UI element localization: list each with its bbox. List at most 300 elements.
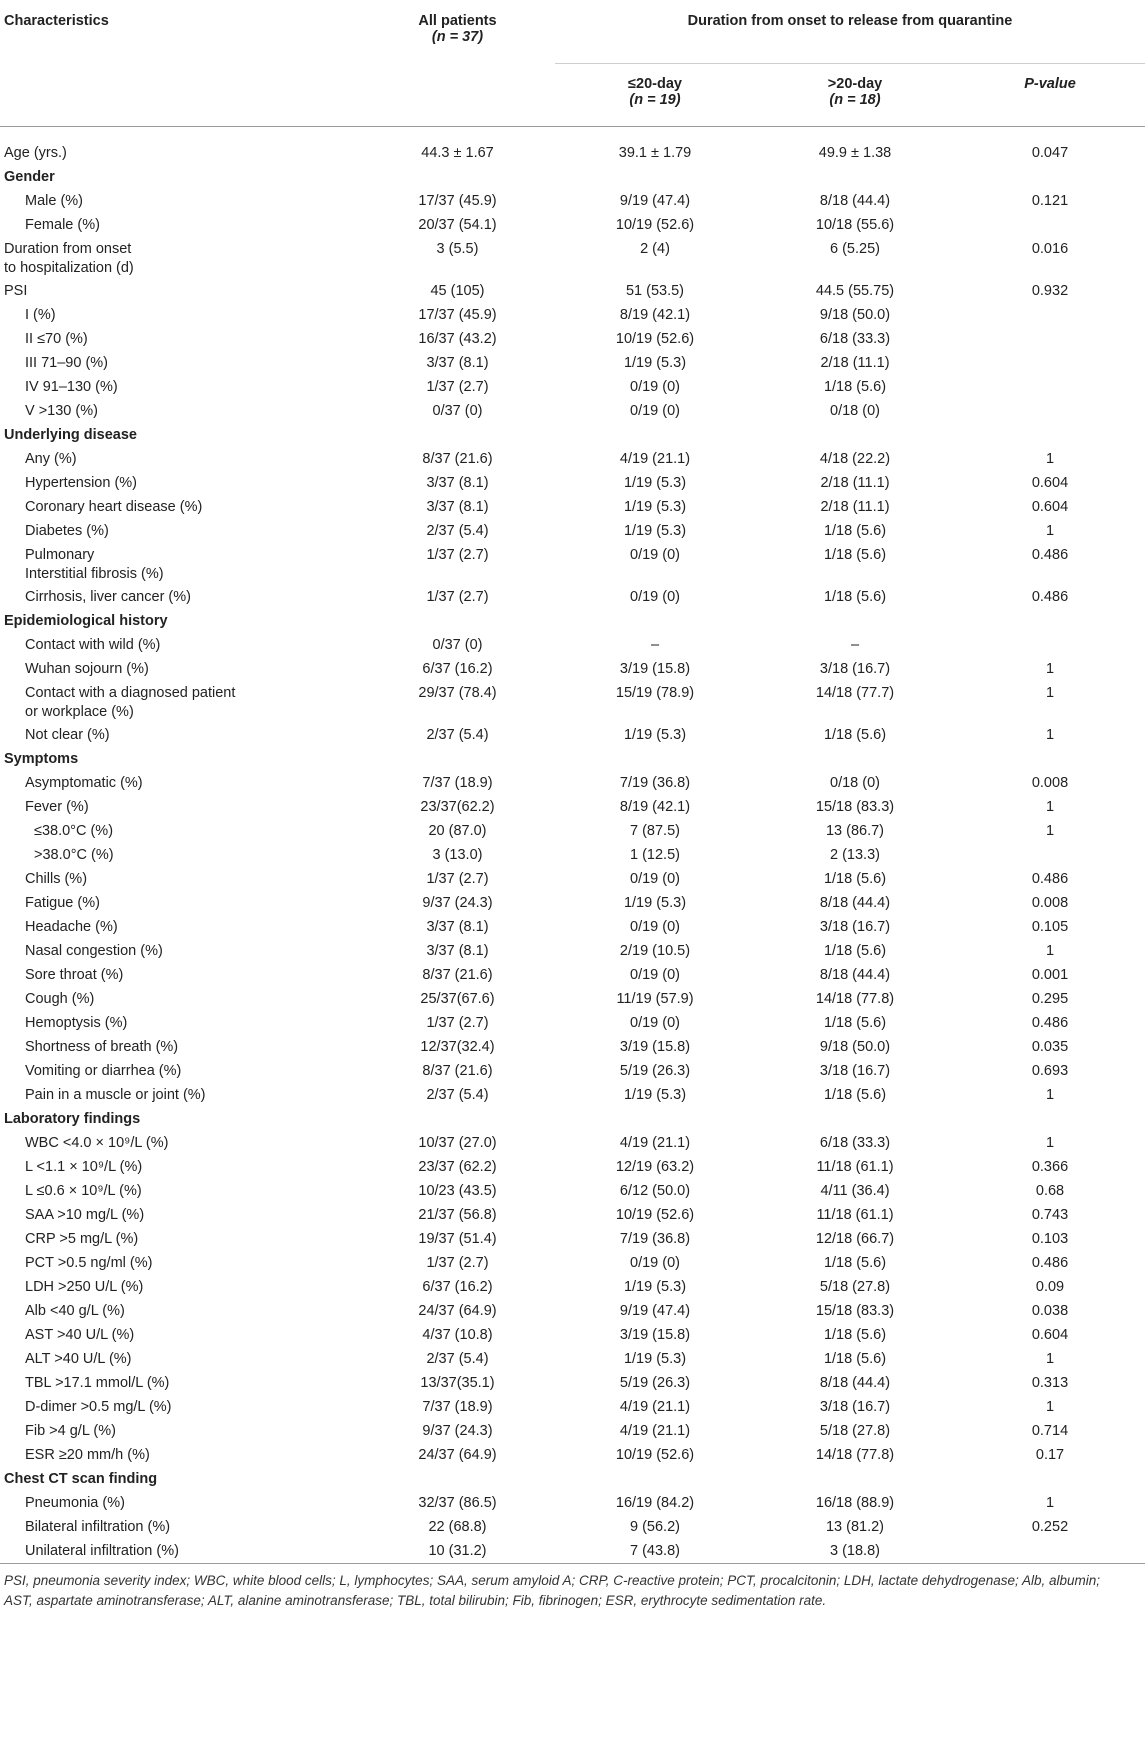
row-label-line: Sore throat (%) (25, 967, 124, 983)
cell-all-patients: 2/37 (5.4) (426, 523, 489, 539)
row-label (0, 987, 360, 1011)
cell-p-value: 0.486 (1031, 871, 1069, 887)
row-label (0, 495, 360, 519)
cell-all-patients: 24/37 (64.9) (418, 1447, 497, 1463)
cell-gt20-day: 1/18 (5.6) (823, 1327, 887, 1343)
table-row (0, 963, 1145, 987)
cell-le20-day: 8/19 (42.1) (619, 799, 691, 815)
cell-p-value: 0.121 (1031, 193, 1069, 209)
table-body (0, 127, 1145, 1564)
table-row (0, 1395, 1145, 1419)
table-row (0, 771, 1145, 795)
row-label-line: Alb <40 g/L (%) (25, 1303, 125, 1319)
row-label (0, 843, 360, 867)
row-label-line: SAA >10 mg/L (%) (25, 1207, 145, 1223)
section-header-row (0, 747, 1145, 771)
row-label (0, 327, 360, 351)
table-row (0, 1539, 1145, 1563)
cell-gt20-day: 1/18 (5.6) (823, 943, 887, 959)
row-label-line: Not clear (%) (25, 727, 110, 743)
header-all-patients-label: All patients (418, 13, 497, 29)
row-label (0, 1515, 360, 1539)
table-row (0, 585, 1145, 609)
cell-p-value: 1 (1045, 943, 1055, 959)
row-label-line: Fatigue (%) (25, 895, 100, 911)
row-label (0, 915, 360, 939)
cell-all-patients: 44.3 ± 1.67 (421, 145, 494, 161)
row-label-line: Diabetes (%) (25, 523, 109, 539)
cell-gt20-day: 8/18 (44.4) (819, 895, 891, 911)
cell-all-patients: 0/37 (0) (432, 637, 483, 653)
cell-le20-day: 12/19 (63.2) (615, 1159, 695, 1175)
cell-all-patients: 17/37 (45.9) (418, 193, 497, 209)
row-label-line: Male (%) (25, 193, 84, 209)
cell-gt20-day: 11/18 (61.1) (816, 1159, 894, 1175)
row-label-line-2: to hospitalization (d) (4, 260, 134, 276)
row-label (0, 1347, 360, 1371)
cell-gt20-day: 14/18 (77.7) (815, 685, 895, 701)
cell-le20-day: 9 (56.2) (630, 1519, 680, 1535)
cell-p-value: 0.693 (1031, 1063, 1069, 1079)
cell-all-patients: 1/37 (2.7) (426, 1255, 489, 1271)
cell-p-value: 0.008 (1031, 895, 1069, 911)
header-all-patients-n: (n = 37) (431, 29, 484, 45)
section-title: Gender (4, 169, 55, 185)
cell-le20-day: 1/19 (5.3) (623, 1351, 687, 1367)
table-row (0, 723, 1145, 747)
cell-le20-day: 1/19 (5.3) (623, 895, 687, 911)
cell-le20-day: 0/19 (0) (630, 1255, 680, 1271)
cell-gt20-day: 16/18 (88.9) (815, 1495, 895, 1511)
cell-p-value: 0.68 (1035, 1183, 1065, 1199)
cell-p-value: 1 (1045, 1135, 1055, 1151)
table-footnote (0, 1564, 1145, 1611)
cell-all-patients: 7/37 (18.9) (422, 1399, 493, 1415)
table-row (0, 1155, 1145, 1179)
row-label-line: CRP >5 mg/L (%) (25, 1231, 139, 1247)
cell-p-value: 1 (1045, 1399, 1055, 1415)
row-label (0, 1011, 360, 1035)
cell-p-value (955, 399, 1145, 423)
cell-le20-day: 0/19 (0) (630, 589, 680, 605)
section-title: Laboratory findings (4, 1111, 141, 1127)
cell-all-patients: 23/37 (62.2) (418, 1159, 497, 1175)
cell-all-patients: 20 (87.0) (428, 823, 487, 839)
row-label (0, 543, 360, 585)
cell-all-patients: 23/37(62.2) (420, 799, 495, 815)
cell-le20-day: 9/19 (47.4) (619, 1303, 691, 1319)
row-label-line: ESR ≥20 mm/h (%) (25, 1447, 150, 1463)
section-title: Epidemiological history (4, 613, 168, 629)
cell-le20-day: 4/19 (21.1) (619, 451, 691, 467)
table-row (0, 1419, 1145, 1443)
section-title: Underlying disease (4, 427, 137, 443)
cell-le20-day: 0/19 (0) (630, 871, 680, 887)
table-row (0, 279, 1145, 303)
cell-le20-day: 0/19 (0) (630, 403, 680, 419)
cell-le20-day: 10/19 (52.6) (615, 331, 695, 347)
row-label (0, 939, 360, 963)
header-characteristics: Characteristics (4, 13, 109, 29)
table-row (0, 1299, 1145, 1323)
table-row (0, 213, 1145, 237)
cell-p-value: 0.604 (1031, 499, 1069, 515)
cell-all-patients: 0/37 (0) (432, 403, 483, 419)
row-label-line: Pneumonia (%) (25, 1495, 125, 1511)
row-label (0, 1419, 360, 1443)
cell-all-patients: 3/37 (8.1) (426, 919, 489, 935)
cell-le20-day: 10/19 (52.6) (615, 217, 695, 233)
cell-gt20-day: 2/18 (11.1) (820, 499, 890, 515)
cell-le20-day: 1/19 (5.3) (623, 523, 687, 539)
cell-le20-day: 4/19 (21.1) (619, 1135, 691, 1151)
cell-all-patients: 12/37(32.4) (420, 1039, 495, 1055)
cell-p-value (955, 375, 1145, 399)
cell-gt20-day: 6/18 (33.3) (819, 331, 891, 347)
table-row (0, 1203, 1145, 1227)
section-title: Chest CT scan finding (4, 1471, 158, 1487)
section-header-row (0, 609, 1145, 633)
cell-all-patients: 24/37 (64.9) (418, 1303, 497, 1319)
cell-gt20-day: 14/18 (77.8) (815, 1447, 895, 1463)
row-label (0, 1083, 360, 1107)
cell-all-patients: 3/37 (8.1) (426, 499, 489, 515)
row-label (0, 1179, 360, 1203)
table-row (0, 351, 1145, 375)
cell-all-patients: 3/37 (8.1) (426, 943, 489, 959)
row-label (0, 1035, 360, 1059)
cell-all-patients: 3/37 (8.1) (426, 475, 489, 491)
row-label-line: TBL >17.1 mmol/L (%) (25, 1375, 170, 1391)
cell-le20-day: 5/19 (26.3) (619, 1063, 691, 1079)
cell-gt20-day: 1/18 (5.6) (823, 871, 887, 887)
cell-gt20-day: – (850, 637, 860, 653)
row-label (0, 681, 360, 723)
row-label-line: Asymptomatic (%) (25, 775, 143, 791)
cell-p-value: 0.295 (1031, 991, 1069, 1007)
row-label-line: Any (%) (25, 451, 77, 467)
table-row (0, 1491, 1145, 1515)
cell-p-value (955, 303, 1145, 327)
row-label-line: Pain in a muscle or joint (%) (25, 1087, 206, 1103)
cell-all-patients: 10/37 (27.0) (418, 1135, 497, 1151)
cell-all-patients: 19/37 (51.4) (418, 1231, 497, 1247)
cell-all-patients: 8/37 (21.6) (422, 967, 493, 983)
cell-p-value: 1 (1045, 1087, 1055, 1103)
cell-le20-day: 9/19 (47.4) (619, 193, 691, 209)
row-label-line: Contact with a diagnosed patient (25, 685, 236, 701)
row-label (0, 1371, 360, 1395)
cell-all-patients: 13/37(35.1) (420, 1375, 495, 1391)
cell-p-value: 1 (1045, 685, 1055, 701)
cell-p-value: 0.313 (1031, 1375, 1069, 1391)
cell-p-value: 0.604 (1031, 1327, 1069, 1343)
cell-all-patients: 6/37 (16.2) (422, 661, 493, 677)
cell-p-value: 1 (1045, 799, 1055, 815)
table-header (0, 0, 1145, 127)
cell-gt20-day: 2/18 (11.1) (820, 355, 890, 371)
cell-all-patients: 10/23 (43.5) (418, 1183, 497, 1199)
table-spacer-row (0, 127, 1145, 142)
row-label (0, 771, 360, 795)
cell-gt20-day: 1/18 (5.6) (823, 1255, 887, 1271)
cell-le20-day: 16/19 (84.2) (615, 1495, 695, 1511)
cell-all-patients: 21/37 (56.8) (418, 1207, 497, 1223)
cell-p-value: 1 (1045, 823, 1055, 839)
table-row (0, 471, 1145, 495)
table-row (0, 1371, 1145, 1395)
table-row (0, 327, 1145, 351)
cell-all-patients: 9/37 (24.3) (422, 895, 493, 911)
table-row (0, 1083, 1145, 1107)
table-row (0, 141, 1145, 165)
cell-p-value: 0.252 (1031, 1519, 1069, 1535)
row-label (0, 375, 360, 399)
cell-gt20-day: 3/18 (16.7) (819, 1063, 891, 1079)
row-label-line: II ≤70 (%) (25, 331, 88, 347)
row-label-line: I (%) (25, 307, 56, 323)
cell-all-patients: 10 (31.2) (428, 1543, 487, 1559)
cell-gt20-day: 6/18 (33.3) (819, 1135, 891, 1151)
cell-gt20-day: 12/18 (66.7) (815, 1231, 895, 1247)
cell-p-value: 0.09 (1035, 1279, 1065, 1295)
row-label (0, 141, 360, 165)
row-label (0, 633, 360, 657)
row-label-line: D-dimer >0.5 mg/L (%) (25, 1399, 172, 1415)
row-label-line: PCT >0.5 ng/ml (%) (25, 1255, 153, 1271)
row-label (0, 795, 360, 819)
cell-le20-day: 0/19 (0) (630, 1015, 680, 1031)
cell-p-value: 0.103 (1031, 1231, 1069, 1247)
cell-p-value: 0.17 (1035, 1447, 1065, 1463)
cell-all-patients: 17/37 (45.9) (418, 307, 497, 323)
section-title: Symptoms (4, 751, 79, 767)
table-row (0, 633, 1145, 657)
row-label (0, 657, 360, 681)
cell-gt20-day: 1/18 (5.6) (823, 1087, 887, 1103)
cell-le20-day: 10/19 (52.6) (615, 1447, 695, 1463)
cell-p-value (955, 213, 1145, 237)
table-row (0, 1059, 1145, 1083)
row-label (0, 963, 360, 987)
table-row (0, 867, 1145, 891)
table-row (0, 891, 1145, 915)
table-row (0, 303, 1145, 327)
table-row (0, 1251, 1145, 1275)
cell-p-value: 0.016 (1031, 241, 1069, 257)
cell-all-patients: 8/37 (21.6) (422, 451, 493, 467)
cell-gt20-day: 1/18 (5.6) (823, 547, 887, 563)
table-row (0, 495, 1145, 519)
table-row (0, 1035, 1145, 1059)
row-label-line: Vomiting or diarrhea (%) (25, 1063, 182, 1079)
row-label-line: Bilateral infiltration (%) (25, 1519, 171, 1535)
row-label-line: Wuhan sojourn (%) (25, 661, 149, 677)
table-row (0, 1275, 1145, 1299)
row-label-line: Cirrhosis, liver cancer (%) (25, 589, 191, 605)
cell-gt20-day: 3 (18.8) (830, 1543, 880, 1559)
cell-all-patients: 6/37 (16.2) (422, 1279, 493, 1295)
cell-p-value: 0.105 (1031, 919, 1069, 935)
cell-le20-day: 1/19 (5.3) (623, 355, 687, 371)
row-label (0, 1227, 360, 1251)
cell-gt20-day: 10/18 (55.6) (815, 217, 895, 233)
cell-p-value (955, 1539, 1145, 1563)
cell-p-value: 0.486 (1031, 1255, 1069, 1271)
row-label-line: Nasal congestion (%) (25, 943, 163, 959)
cell-p-value: 0.714 (1031, 1423, 1069, 1439)
cell-p-value: 0.035 (1031, 1039, 1069, 1055)
cell-all-patients: 32/37 (86.5) (418, 1495, 497, 1511)
row-label (0, 1251, 360, 1275)
row-label (0, 1155, 360, 1179)
cell-all-patients: 2/37 (5.4) (426, 1351, 489, 1367)
cell-le20-day: 7 (43.8) (630, 1543, 680, 1559)
row-label-line: AST >40 U/L (%) (25, 1327, 135, 1343)
row-label-line: WBC <4.0 × 10⁹/L (%) (25, 1135, 169, 1151)
cell-le20-day: 7 (87.5) (630, 823, 680, 839)
cell-le20-day: 2 (4) (640, 241, 670, 257)
cell-gt20-day: 3/18 (16.7) (819, 661, 891, 677)
row-label-line: III 71–90 (%) (25, 355, 109, 371)
row-label (0, 1539, 360, 1563)
cell-p-value: 1 (1045, 451, 1055, 467)
row-label (0, 519, 360, 543)
cell-gt20-day: 6 (5.25) (830, 241, 880, 257)
row-label (0, 585, 360, 609)
table-row (0, 657, 1145, 681)
cell-gt20-day: 0/18 (0) (830, 403, 880, 419)
cell-le20-day: 0/19 (0) (630, 379, 680, 395)
row-label-line: Fever (%) (25, 799, 89, 815)
cell-gt20-day: 14/18 (77.8) (815, 991, 895, 1007)
row-label-line: V >130 (%) (25, 403, 98, 419)
cell-p-value: 0.038 (1031, 1303, 1069, 1319)
table-row (0, 1227, 1145, 1251)
row-label (0, 237, 360, 279)
row-label (0, 303, 360, 327)
row-label-line: PSI (4, 283, 28, 299)
table-row (0, 1131, 1145, 1155)
row-label (0, 1299, 360, 1323)
cell-gt20-day: 8/18 (44.4) (819, 193, 891, 209)
table-row (0, 681, 1145, 723)
row-label-line: Headache (%) (25, 919, 118, 935)
cell-all-patients: 1/37 (2.7) (426, 547, 489, 563)
row-label (0, 1131, 360, 1155)
cell-all-patients: 2/37 (5.4) (426, 1087, 489, 1103)
cell-all-patients: 45 (105) (430, 283, 485, 299)
table-row (0, 399, 1145, 423)
table-row (0, 1443, 1145, 1467)
row-label (0, 1443, 360, 1467)
table-row (0, 843, 1145, 867)
cell-p-value: 0.008 (1031, 775, 1069, 791)
row-label-line: Female (%) (25, 217, 100, 233)
row-label (0, 891, 360, 915)
cell-gt20-day: 1/18 (5.6) (823, 1351, 887, 1367)
row-label-line: L <1.1 × 10⁹/L (%) (25, 1159, 143, 1175)
cell-le20-day: 5/19 (26.3) (619, 1375, 691, 1391)
row-label (0, 351, 360, 375)
row-label-line: Shortness of breath (%) (25, 1039, 179, 1055)
header-duration: Duration from onset to release from quarantine (687, 13, 1013, 29)
cell-gt20-day: 0/18 (0) (830, 775, 880, 791)
header-gt20 (755, 64, 955, 127)
cell-le20-day: 0/19 (0) (630, 967, 680, 983)
section-header-row (0, 423, 1145, 447)
cell-le20-day: – (650, 637, 660, 653)
row-label-line-2: or workplace (%) (25, 704, 134, 720)
header-le20-label: ≤20-day (628, 76, 682, 92)
cell-gt20-day: 15/18 (83.3) (815, 799, 895, 815)
header-le20-n: (n = 19) (629, 92, 681, 108)
cell-le20-day: 39.1 ± 1.79 (618, 145, 692, 161)
cell-gt20-day: 5/18 (27.8) (819, 1279, 891, 1295)
cell-gt20-day: 1/18 (5.6) (823, 727, 887, 743)
cell-gt20-day: 5/18 (27.8) (819, 1423, 891, 1439)
cell-p-value: 0.486 (1031, 1015, 1069, 1031)
row-label (0, 447, 360, 471)
cell-p-value: 0.604 (1031, 475, 1069, 491)
cell-p-value (955, 351, 1145, 375)
cell-p-value: 0.486 (1031, 547, 1069, 563)
row-label (0, 189, 360, 213)
cell-le20-day: 1/19 (5.3) (623, 727, 687, 743)
header-gt20-label: >20-day (827, 76, 883, 92)
row-label-line: Hemoptysis (%) (25, 1015, 128, 1031)
section-header-row (0, 165, 1145, 189)
cell-all-patients: 9/37 (24.3) (422, 1423, 493, 1439)
cell-le20-day: 4/19 (21.1) (619, 1423, 691, 1439)
row-label-line: >38.0°C (%) (34, 847, 114, 863)
cell-p-value: 0.932 (1031, 283, 1069, 299)
table-row (0, 1515, 1145, 1539)
table-row (0, 987, 1145, 1011)
table-row (0, 543, 1145, 585)
cell-all-patients: 1/37 (2.7) (426, 1015, 489, 1031)
cell-le20-day: 4/19 (21.1) (619, 1399, 691, 1415)
row-label (0, 1203, 360, 1227)
row-label-line: Contact with wild (%) (25, 637, 161, 653)
table-row (0, 237, 1145, 279)
cell-gt20-day: 44.5 (55.75) (815, 283, 895, 299)
footnote-line-2: AST, aspartate aminotransferase; ALT, alanine aminotransferase; TBL, total bilirubin; Fib, fibrinogen; ESR, erythrocyte sedimentation rate. (4, 1593, 827, 1608)
cell-p-value: 1 (1045, 523, 1055, 539)
cell-le20-day: 1/19 (5.3) (623, 1087, 687, 1103)
cell-le20-day: 3/19 (15.8) (619, 1039, 691, 1055)
cell-gt20-day: 2/18 (11.1) (820, 475, 890, 491)
section-header-row (0, 1107, 1145, 1131)
cell-p-value (955, 843, 1145, 867)
table-row (0, 375, 1145, 399)
cell-all-patients: 3 (5.5) (436, 241, 479, 257)
cell-all-patients: 8/37 (21.6) (422, 1063, 493, 1079)
row-label-line: Cough (%) (25, 991, 95, 1007)
cell-le20-day: 1/19 (5.3) (623, 475, 687, 491)
row-label-line: Coronary heart disease (%) (25, 499, 203, 515)
footnote-line-1: PSI, pneumonia severity index; WBC, white blood cells; L, lymphocytes; SAA, serum amyloid A; CRP, C-reactive protein; PCT, procalcitonin; LDH, lactate dehydrogenase; Alb, albumin; (4, 1573, 1101, 1588)
cell-gt20-day: 3/18 (16.7) (819, 1399, 891, 1415)
cell-gt20-day: 1/18 (5.6) (823, 379, 887, 395)
table-row (0, 1179, 1145, 1203)
cell-gt20-day: 1/18 (5.6) (823, 523, 887, 539)
cell-all-patients: 16/37 (43.2) (418, 331, 497, 347)
cell-le20-day: 7/19 (36.8) (619, 775, 691, 791)
table-row (0, 939, 1145, 963)
cell-p-value (955, 327, 1145, 351)
cell-le20-day: 8/19 (42.1) (619, 307, 691, 323)
